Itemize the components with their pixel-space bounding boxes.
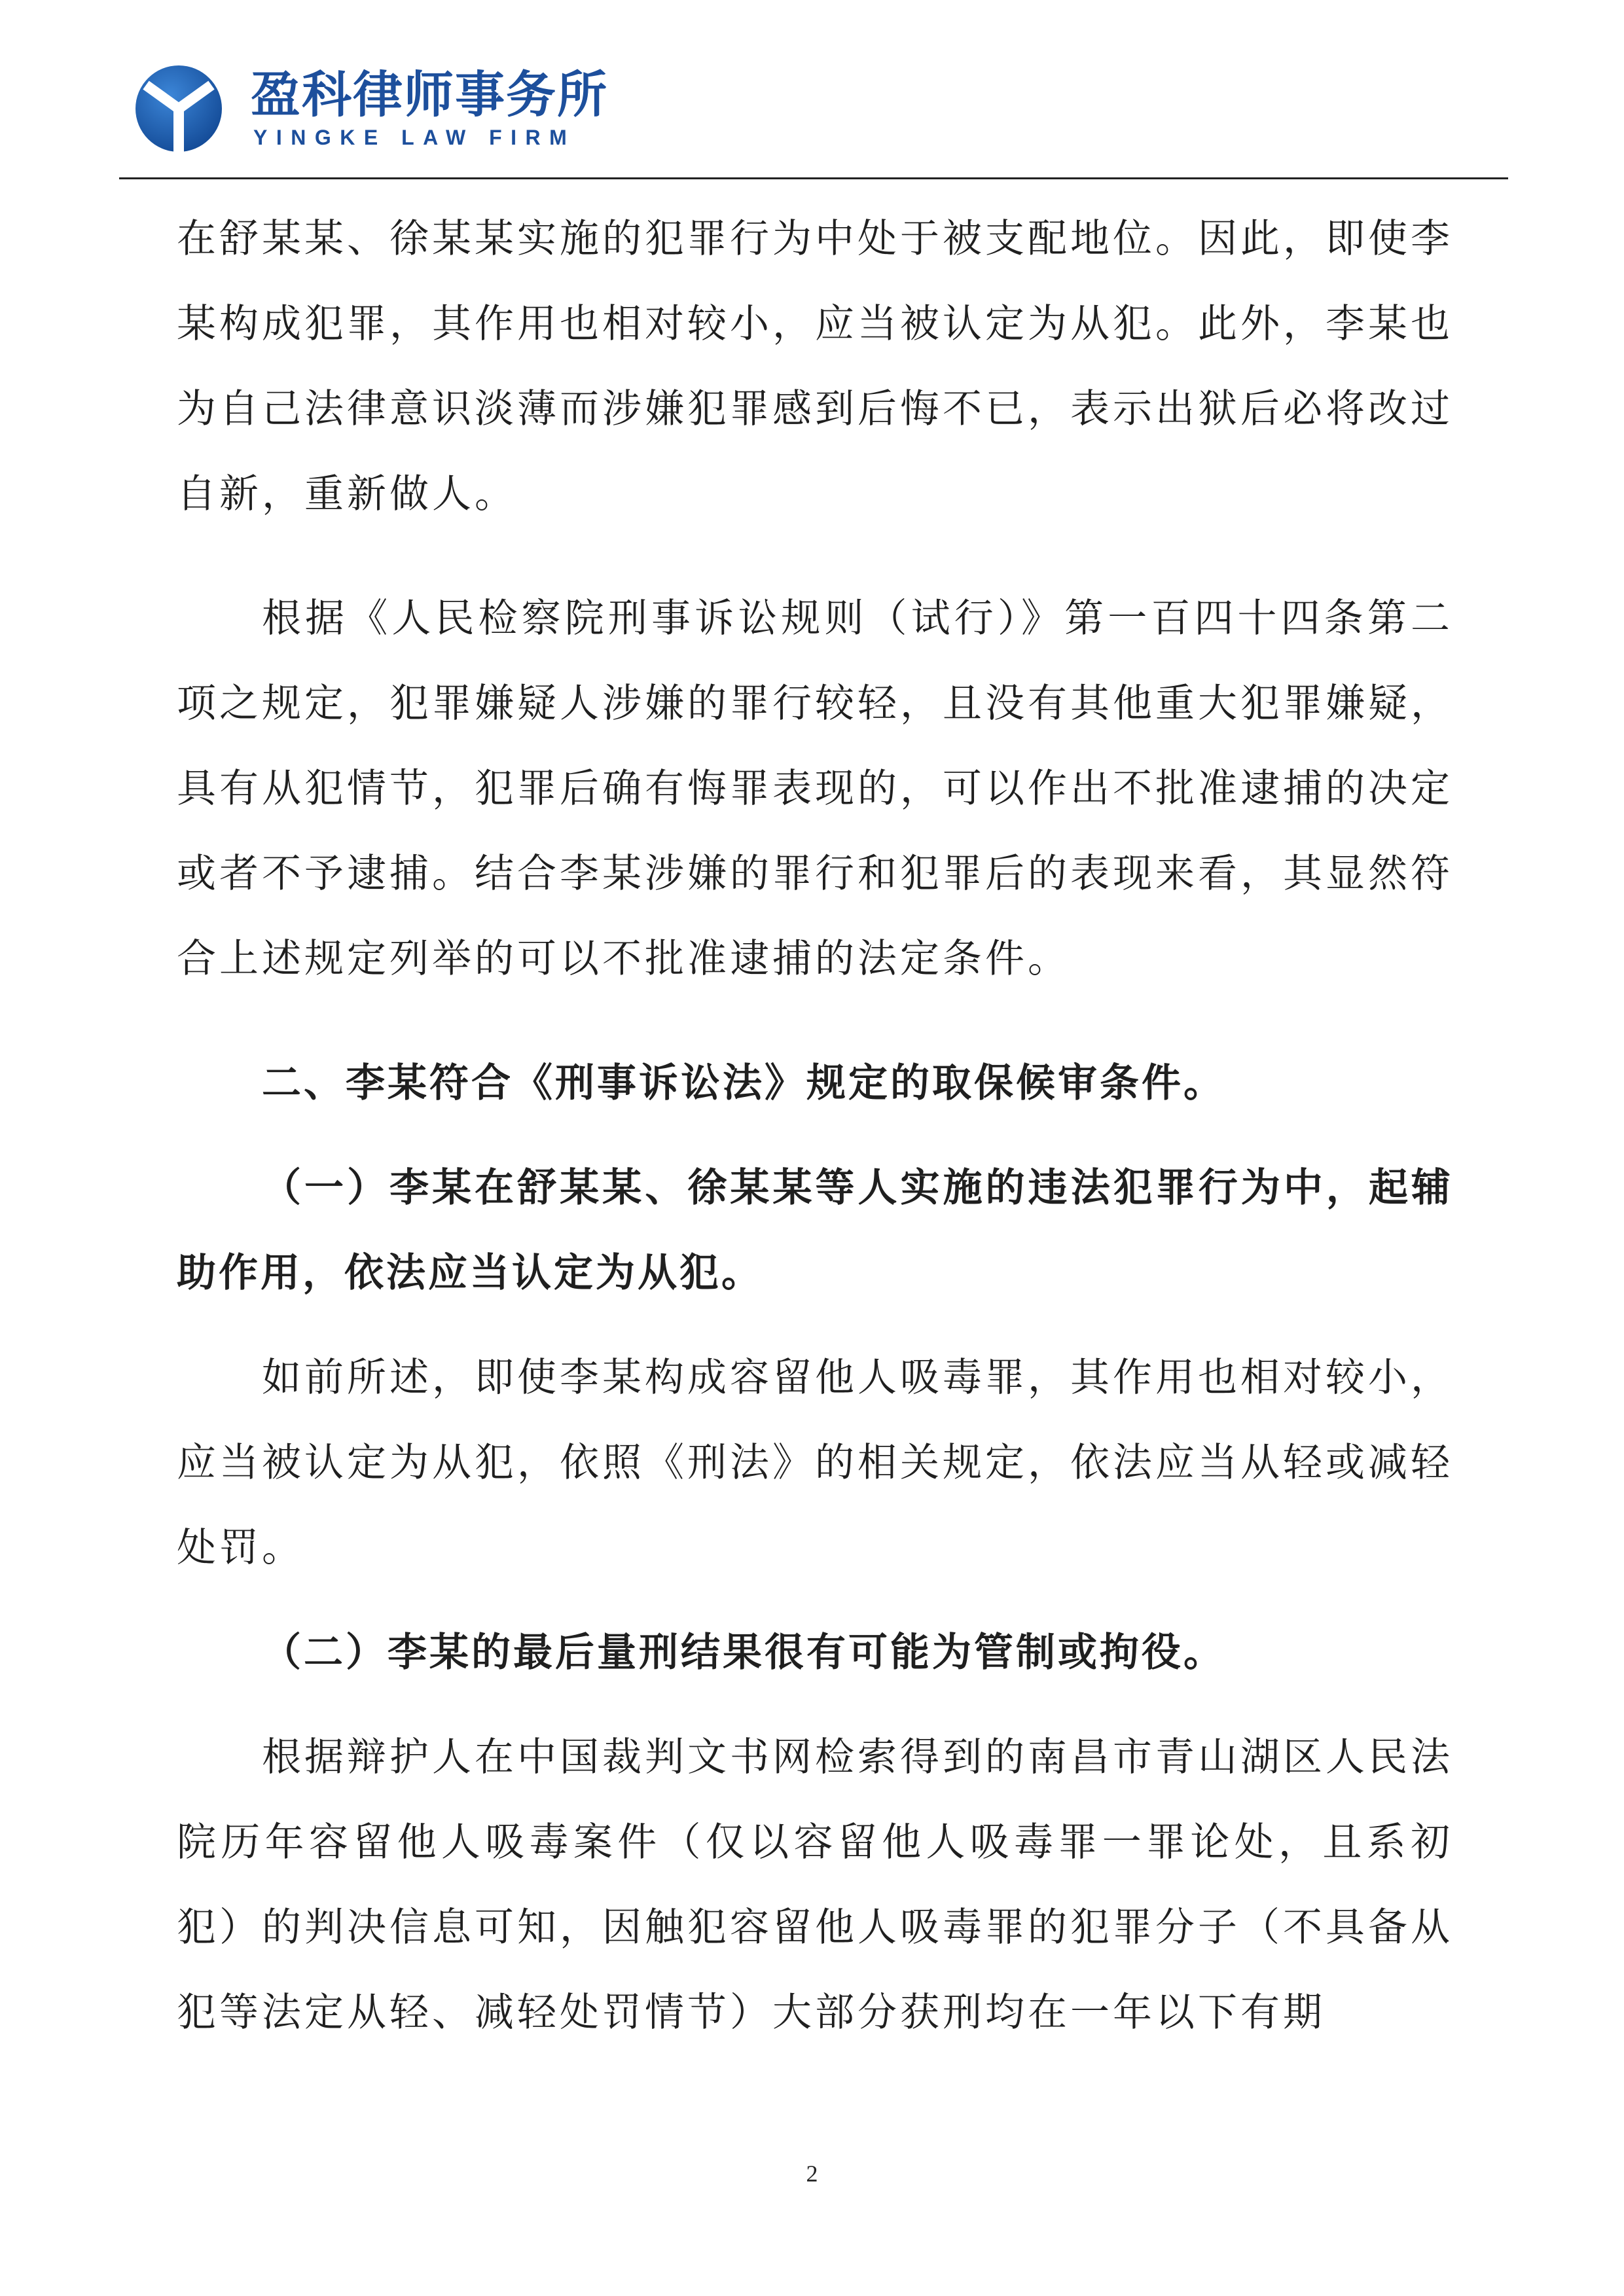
paragraph: 如前所述，即使李某构成容留他人吸毒罪，其作用也相对较小，应当被认定为从犯，依照《刑法》的相关规定，依法应当从轻或减轻处罚。	[177, 1355, 1453, 1571]
firm-name-cn: 盈科律师事务所	[251, 65, 608, 124]
section-heading: 二、李某符合《刑事诉讼法》规定的取保候审条件。	[262, 1060, 1225, 1106]
firm-name-en: YINGKE LAW FIRM	[253, 126, 576, 149]
document-body	[177, 196, 1453, 2055]
paragraph-continued: 在舒某某、徐某某实施的犯罪行为中处于被支配地位。因此，即使李某构成犯罪，其作用也相对较小，应当被认定为从犯。此外，李某也为自己法律意识淡薄而涉嫌犯罪感到后悔不已，表示出狱后必将改过自新，重新做人。	[177, 216, 1453, 517]
paragraph: 根据辩护人在中国裁判文书网检索得到的南昌市青山湖区人民法院历年容留他人吸毒案件（仅以容留他人吸毒罪一罪论处，且系初犯）的判决信息可知，因触犯容留他人吸毒罪的犯罪分子（不具备从犯等法定从轻、减轻处罚情节）大部分获刑均在一年以下有期	[177, 1734, 1453, 2036]
subsection-heading: （二）李某的最后量刑结果很有可能为管制或拘役。	[262, 1630, 1225, 1676]
page-number: 2	[806, 2161, 818, 2187]
paragraph: 根据《人民检察院刑事诉讼规则（试行）》第一百四十四条第二项之规定，犯罪嫌疑人涉嫌的罪行较轻，且没有其他重大犯罪嫌疑，具有从犯情节，犯罪后确有悔罪表现的，可以作出不批准逮捕的决定或者不予逮捕。结合李某涉嫌的罪行和犯罪后的表现来看，其显然符合上述规定列举的可以不批准逮捕的法定条件。	[177, 596, 1453, 982]
letterhead	[134, 63, 632, 161]
header-divider	[119, 177, 1508, 179]
subsection-heading: （一）李某在舒某某、徐某某等人实施的违法犯罪行为中，起辅助作用，依法应当认定为从犯。	[177, 1165, 1453, 1296]
yingke-logo-icon	[134, 63, 223, 154]
